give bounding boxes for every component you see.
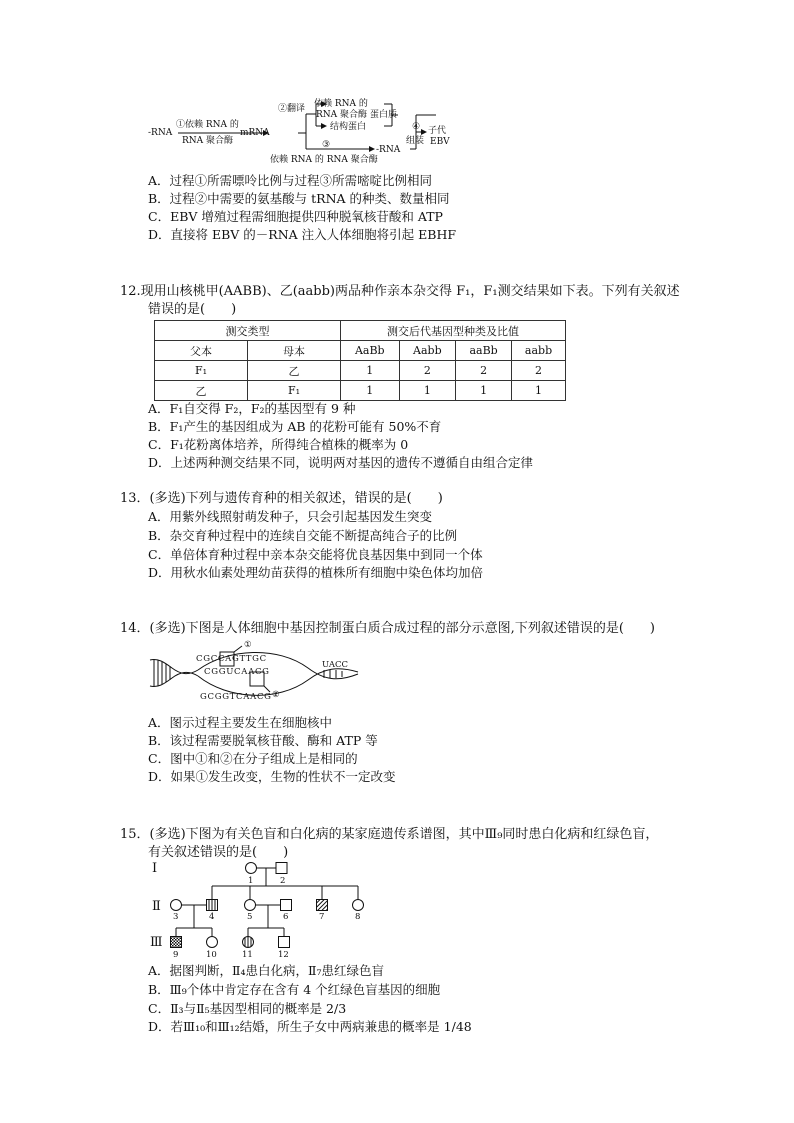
col-father: 父本 [155, 341, 248, 361]
protein-label: 蛋白质 [370, 110, 398, 120]
col-mother: 母本 [248, 341, 341, 361]
id-3: 3 [173, 912, 179, 922]
rna-tail: UACC [322, 660, 349, 670]
table-header-type: 测交类型 [155, 321, 341, 341]
cell-father: F₁ [155, 361, 248, 381]
step3-label: ③ [322, 140, 331, 150]
q12-option-b: B．F₁产生的基因组成为 AB 的花粉可能有 50%不育 [148, 419, 442, 434]
q14-option-d: D．如果①发生改变，生物的性状不一定改变 [148, 769, 396, 784]
testcross-table [154, 320, 566, 401]
q15-stem-line1: 15．(多选)下图为有关色盲和白化病的某家庭遗传系谱图，其中Ⅲ₉同时患白化病和红绿色盲， [120, 827, 659, 842]
offspring-label: 子代 [428, 126, 447, 136]
q15-option-b: B．Ⅲ₉个体中肯定存在含有 4 个红绿色盲基因的细胞 [148, 982, 441, 997]
q12-stem-line1: 12.现用山核桃甲(AABB)、乙(aabb)两品种作亲本杂交得 F₁，F₁测交结果如下表。下列有关叙述 [120, 284, 680, 299]
col-genotype: Aabb [399, 341, 456, 361]
cell-value: 1 [456, 381, 512, 401]
mrna-strand: C G G U C A A C G [204, 667, 268, 677]
q12-option-a: A．F₁自交得 F₂，F₂的基因型有 9 种 [148, 401, 356, 416]
id-6: 6 [283, 912, 289, 922]
q12-option-d: D．上述两种测交结果不同，说明两对基因的遗传不遵循自由组合定律 [148, 455, 534, 470]
q15-stem-line2: 有关叙述错误的是( ) [148, 845, 289, 860]
q13-option-a: A．用紫外线照射萌发种子，只会引起基因发生突变 [148, 509, 433, 524]
product1-top: 依赖 RNA 的 [314, 99, 368, 109]
table-row [155, 361, 566, 381]
q13-option-c: C．单倍体育种过程中亲本杂交能将优良基因集中到同一个体 [148, 547, 483, 562]
mark-2: ② [272, 690, 280, 700]
product2-label: 结构蛋白 [330, 122, 367, 132]
gen-label-1: Ⅰ [152, 861, 158, 876]
q13-option-b: B．杂交育种过程中的连续自交能不断提高纯合子的比例 [148, 528, 458, 543]
pedigree-drawing [148, 858, 378, 962]
id-11: 11 [242, 950, 253, 960]
assemble-label: 组装 [406, 136, 425, 146]
col-genotype: AaBb [341, 341, 400, 361]
q12-stem-line2: 错误的是( ) [148, 302, 237, 317]
mrna-label: mRNA [240, 128, 270, 138]
q15-option-d: D．若Ⅲ₁₀和Ⅲ₁₂结婚，所生子女中两病兼患的概率是 1/48 [148, 1019, 472, 1034]
step1-label-bottom: RNA 聚合酶 [182, 136, 234, 146]
cell-value: 1 [341, 361, 400, 381]
cell-value: 2 [512, 361, 566, 381]
id-7: 7 [319, 912, 325, 922]
cell-value: 1 [341, 381, 400, 401]
q11-option-d: D．直接将 EBV 的－RNA 注入人体细胞将引起 EBHF [148, 227, 457, 242]
id-5: 5 [247, 912, 253, 922]
q14-stem: 14．(多选)下图是人体细胞中基因控制蛋白质合成过程的部分示意图,下列叙述错误的是( ) [120, 621, 655, 636]
product1-bottom: RNA 聚合酶 [316, 110, 368, 120]
col-genotype: aaBb [456, 341, 512, 361]
id-1: 1 [248, 876, 254, 886]
q11-option-b: B．过程②中需要的氨基酸与 tRNA 的种类、数量相同 [148, 191, 450, 206]
ebv-label: EBV [430, 137, 450, 147]
mark-1: ① [244, 640, 252, 650]
cell-value: 2 [399, 361, 456, 381]
q14-option-c: C．图中①和②在分子组成上是相同的 [148, 751, 358, 766]
table-row [155, 381, 566, 401]
cell-value: 2 [456, 361, 512, 381]
id-9: 9 [173, 950, 179, 960]
neg-rna-label: -RNA [148, 128, 173, 138]
id-4: 4 [209, 912, 215, 922]
gen-label-3: Ⅲ [150, 935, 163, 950]
q13-stem: 13．(多选)下列与遗传育种的相关叙述，错误的是( ) [120, 491, 443, 506]
id-12: 12 [278, 950, 289, 960]
enzyme-bottom-label: 依赖 RNA 的 RNA 聚合酶 [270, 155, 378, 165]
cell-mother: 乙 [248, 361, 341, 381]
q11-option-a: A．过程①所需嘌呤比例与过程③所需嘧啶比例相同 [148, 173, 433, 188]
cell-mother: F₁ [248, 381, 341, 401]
cell-value: 1 [399, 381, 456, 401]
top-strand: C G C C A G T T G C [196, 654, 266, 664]
step2-label: ②翻译 [278, 104, 306, 114]
q14-option-a: A．图示过程主要发生在细胞核中 [148, 715, 333, 730]
q15-option-a: A．据图判断，Ⅱ₄患白化病，Ⅱ₇患红绿色盲 [148, 963, 385, 978]
cell-father: 乙 [155, 381, 248, 401]
q12-option-c: C．F₁花粉离体培养，所得纯合植株的概率为 0 [148, 437, 409, 452]
step4-label: ④ [412, 122, 421, 132]
table-header-result: 测交后代基因型种类及比值 [341, 321, 566, 341]
q11-option-c: C．EBV 增殖过程需细胞提供四种脱氧核苷酸和 ATP [148, 209, 443, 224]
neg-rna2-label: -RNA [376, 145, 401, 155]
id-10: 10 [206, 950, 217, 960]
q15-option-c: C．Ⅱ₃与Ⅱ₅基因型相同的概率是 2/3 [148, 1001, 347, 1016]
q14-option-b: B．该过程需要脱氧核苷酸、酶和 ATP 等 [148, 733, 378, 748]
step1-label-top: ①依赖 RNA 的 [176, 120, 239, 130]
id-8: 8 [355, 912, 361, 922]
q13-option-d: D．用秋水仙素处理幼苗获得的植株所有细胞中染色体均加倍 [148, 565, 484, 580]
bottom-strand: G C G G T C A A C G [200, 692, 270, 702]
col-genotype: aabb [512, 341, 566, 361]
cell-value: 1 [512, 381, 566, 401]
id-2: 2 [280, 876, 286, 886]
gen-label-2: Ⅱ [152, 899, 161, 914]
